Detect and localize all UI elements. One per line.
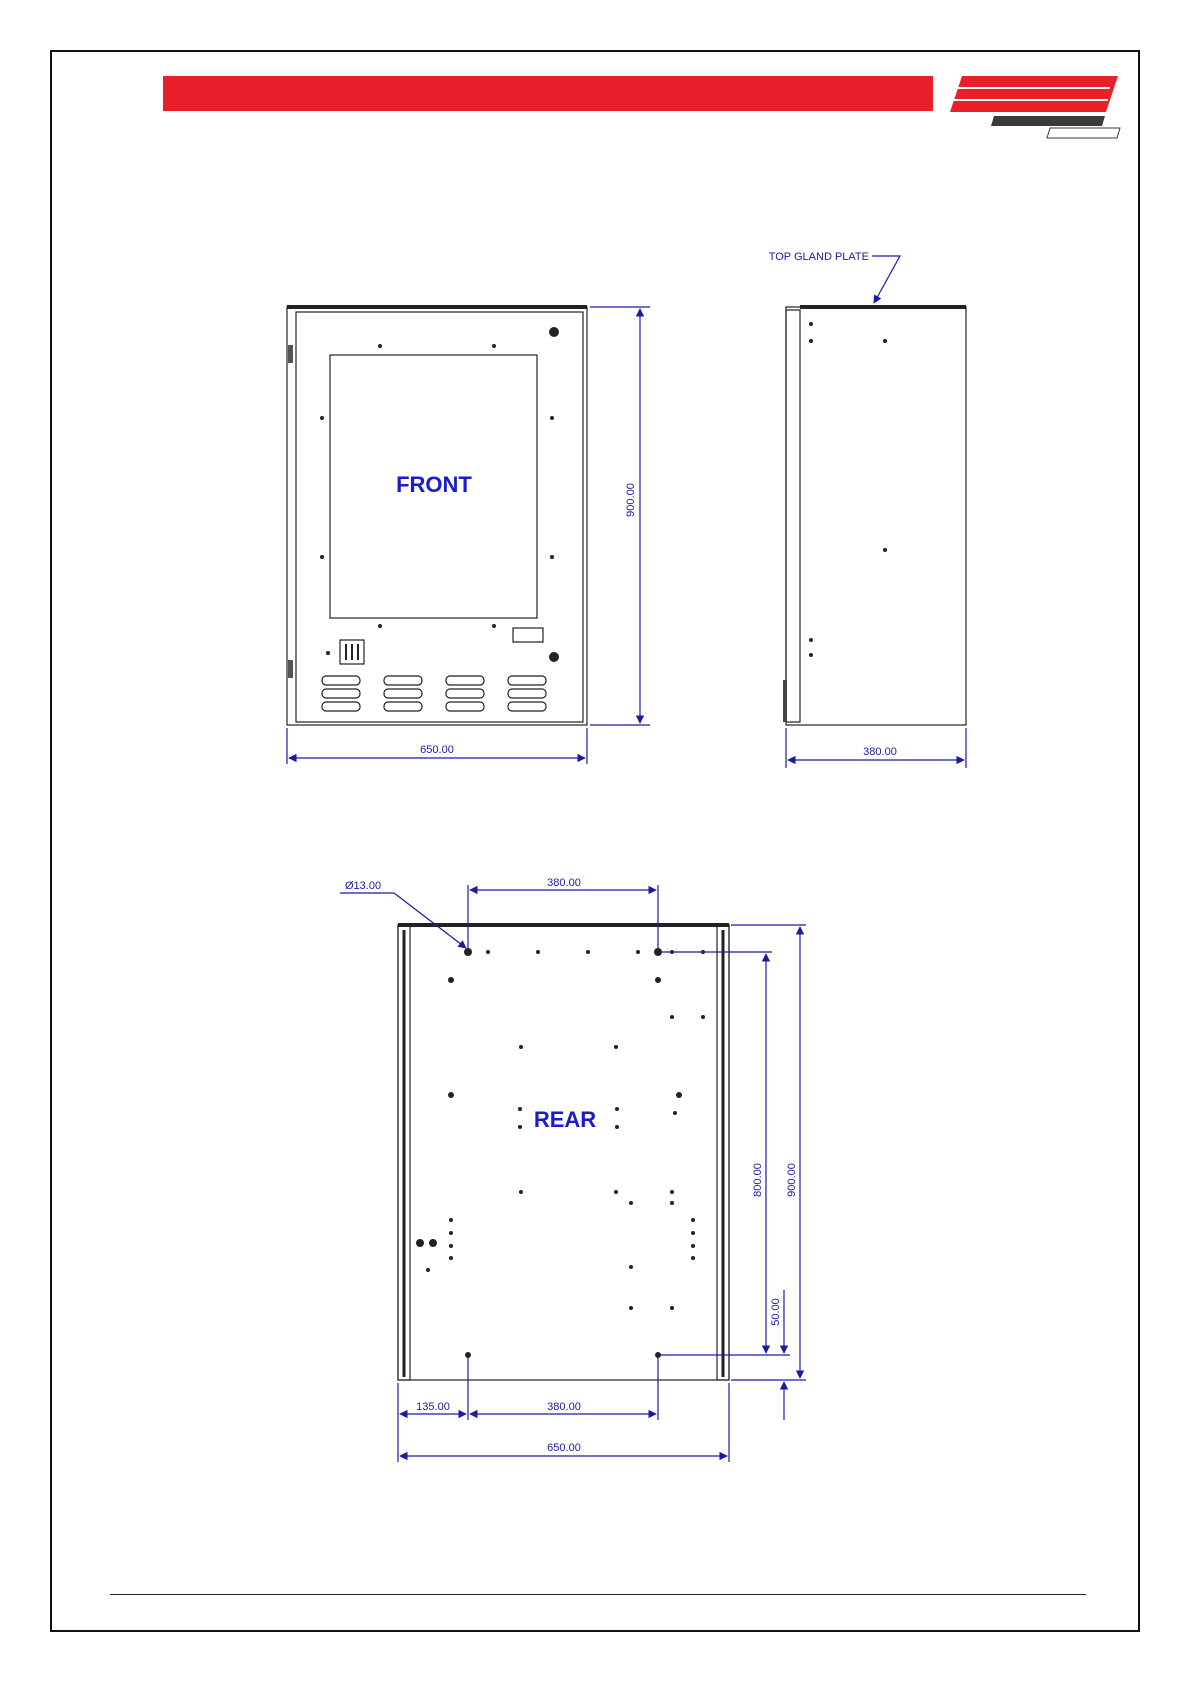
side-view	[769, 251, 966, 768]
side-depth-dim: 380.00	[863, 746, 897, 758]
front-height-dim: 900.00	[625, 483, 637, 517]
front-view	[287, 307, 650, 764]
rear-height-dim: 900.00	[786, 1163, 798, 1197]
top-hole-spacing-dim: 380.00	[547, 877, 581, 889]
footer-rule	[110, 1594, 1086, 1595]
hole-vertical-spacing-dim: 800.00	[752, 1163, 764, 1197]
bottom-hole-spacing-dim: 380.00	[547, 1401, 581, 1413]
bottom-offset-dim: 50.00	[770, 1298, 782, 1326]
rear-view-label: REAR	[533, 1107, 597, 1132]
rear-view	[340, 877, 806, 1462]
rear-width-dim: 650.00	[547, 1442, 581, 1454]
left-offset-dim: 135.00	[416, 1401, 450, 1413]
top-gland-plate-callout: TOP GLAND PLATE	[768, 251, 869, 263]
front-view-label: FRONT	[396, 472, 472, 497]
hole-diameter-dim: Ø13.00	[345, 880, 382, 892]
front-width-dim: 650.00	[420, 744, 454, 756]
